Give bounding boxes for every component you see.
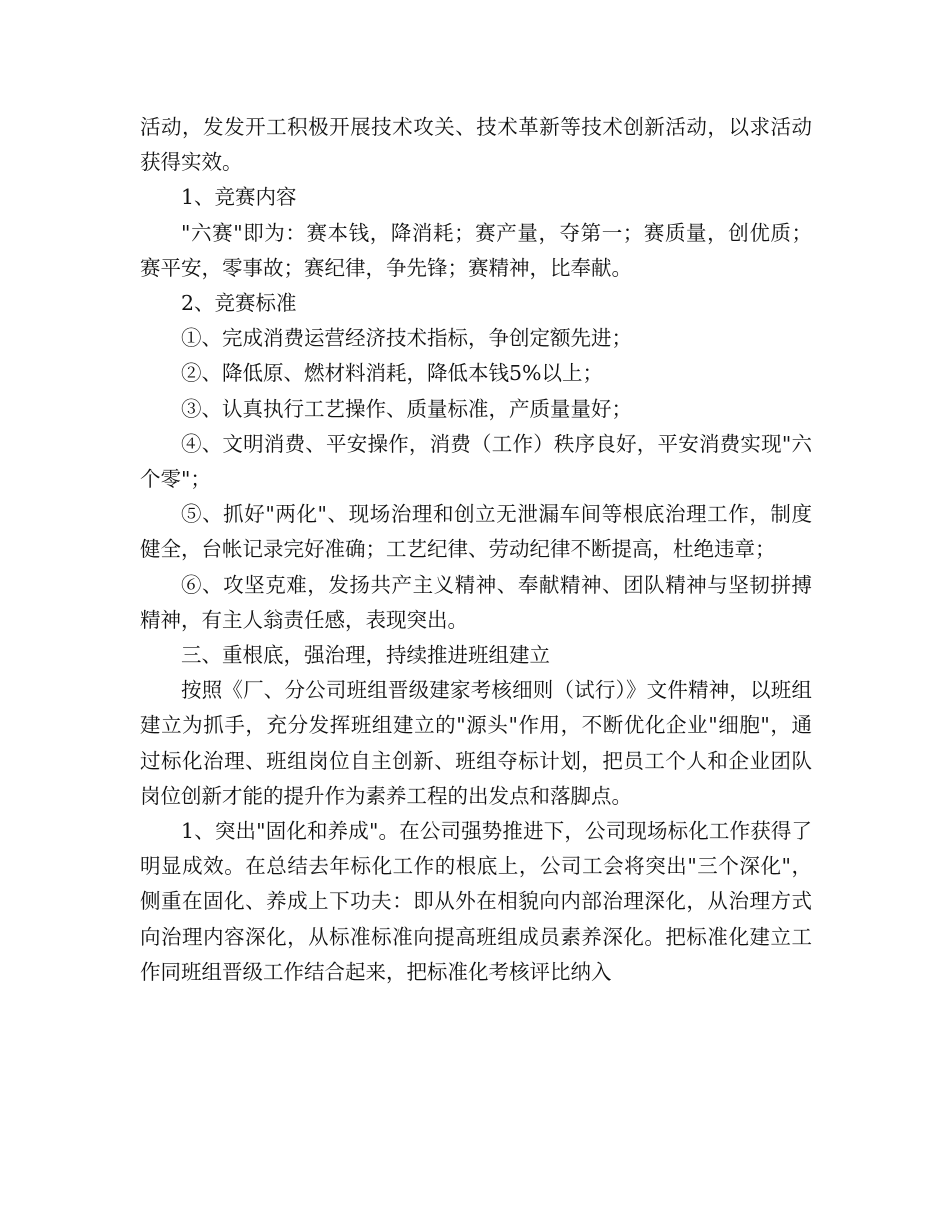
paragraph-4: 2、竞赛标准 xyxy=(181,291,297,316)
paragraph-3: "六赛"即为：赛本钱，降消耗；赛产量，夺第一；赛质量，创优质；赛平安，零事故；赛纪律，争先锋；赛精神，比奉献。 xyxy=(140,220,812,280)
paragraph-1: 活动，发发开工积极开展技术攻关、技术革新等技术创新活动，以求活动获得实效。 xyxy=(140,115,812,175)
paragraph-5: ①、完成消费运营经济技术指标，争创定额先进； xyxy=(181,326,632,351)
paragraph-2: 1、竞赛内容 xyxy=(181,185,297,210)
paragraph-6: ②、降低原、燃材料消耗，降低本钱5%以上； xyxy=(181,361,604,386)
paragraph-7: ③、认真执行工艺操作、质量标准，产质量量好； xyxy=(181,396,632,421)
paragraph-13: 1、突出"固化和养成"。在公司强势推进下，公司现场标化工作获得了明显成效。在总结去年标化工作的根底上，公司工会将突出"三个深化"，侧重在固化、养成上下功夫：即从外在相貌向内部治理深化，从治理方式向治理内容深化，从标准标准向提高班组成员素养深化。把标准化建立工作同班组晋级工作结合起来，把标准化考核评比纳入 xyxy=(140,819,812,984)
paragraph-10: ⑥、攻坚克难，发扬共产主义精神、奉献精神、团队精神与坚韧拼搏精神，有主人翁责任感，表现突出。 xyxy=(140,572,812,632)
paragraph-11: 三、重根底，强治理，持续推进班组建立 xyxy=(181,643,550,668)
paragraph-8: ④、文明消费、平安操作，消费（工作）秩序良好，平安消费实现"六个零"； xyxy=(140,431,812,492)
paragraph-12: 按照《厂、分公司班组晋级建家考核细则（试行）》文件精神，以班组建立为抓手，充分发挥班组建立的"源头"作用，不断优化企业"细胞"，通过标化治理、班组岗位自主创新、班组夺标计划，把员工个人和企业团队岗位创新才能的提升作为素养工程的出发点和落脚点。 xyxy=(140,678,812,808)
paragraph-9: ⑤、抓好"两化"、现场治理和创立无泄漏车间等根底治理工作，制度健全，台帐记录完好准确；工艺纪律、劳动纪律不断提高，杜绝违章； xyxy=(140,502,812,562)
document-body xyxy=(140,110,812,990)
